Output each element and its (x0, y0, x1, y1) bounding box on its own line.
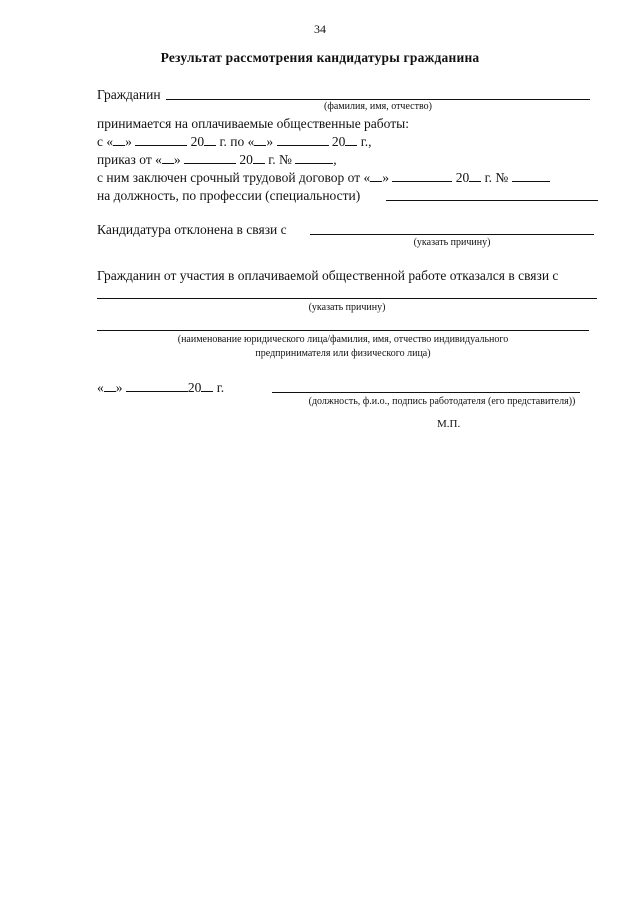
order-day-blank (162, 153, 174, 164)
contract-line: с ним заключен срочный трудовой договор от « » 20 г. № (97, 170, 550, 186)
rejected-caption: (указать причину) (413, 237, 491, 248)
rejected-label: Кандидатура отклонена в связи с (97, 222, 287, 237)
rejected-reason-blank (310, 234, 594, 235)
signature-date: « » 20 г. (97, 380, 225, 395)
order-year-blank (253, 153, 265, 164)
signature-blank (272, 392, 580, 393)
period-year-to-blank (345, 135, 357, 146)
position-label: на должность, по профессии (специальности) (97, 188, 361, 203)
position-blank (386, 200, 598, 201)
order-line: приказ от « » 20 г. № , (97, 152, 337, 167)
employer-caption-line2: предпринимателя или физического лица) (255, 348, 431, 359)
signature-caption: (должность, ф.и.о., подпись работодателя (его представителя)) (308, 396, 576, 407)
page-number: 34 (314, 22, 326, 36)
period-from: с « (97, 134, 114, 149)
signature-year-blank (201, 381, 213, 392)
citizen-caption: (фамилия, имя, отчество) (324, 101, 432, 112)
employer-caption-line1: (наименование юридического лица/фамилия, имя, отчество индивидуального (177, 334, 509, 345)
order-month-blank (184, 153, 236, 164)
period-day-from-blank (113, 135, 125, 146)
refused-caption: (указать причину) (308, 302, 386, 313)
contract-year-blank (469, 171, 481, 182)
period-month-from-blank (135, 135, 187, 146)
signature-day-blank (104, 381, 116, 392)
contract-day-blank (370, 171, 382, 182)
refused-label: Гражданин от участия в оплачиваемой общественной работе отказался в связи с (97, 268, 559, 283)
order-number-blank (295, 153, 333, 164)
citizen-name-blank (166, 99, 590, 100)
contract-month-blank (392, 171, 452, 182)
period-day-to-blank (254, 135, 266, 146)
stamp-place: М.П. (437, 418, 461, 430)
period-year-from-blank (204, 135, 216, 146)
period-line: с « » 20 г. по « » 20 г., (97, 134, 372, 149)
citizen-label: Гражданин (97, 87, 161, 102)
accepted-line: принимается на оплачиваемые общественные работы: (97, 116, 409, 131)
contract-number-blank (512, 171, 550, 182)
period-month-to-blank (277, 135, 329, 146)
document-title: Результат рассмотрения кандидатуры гражданина (160, 50, 480, 65)
refused-reason-blank (97, 298, 597, 299)
employer-name-blank (97, 330, 589, 331)
signature-month-blank (126, 381, 188, 392)
